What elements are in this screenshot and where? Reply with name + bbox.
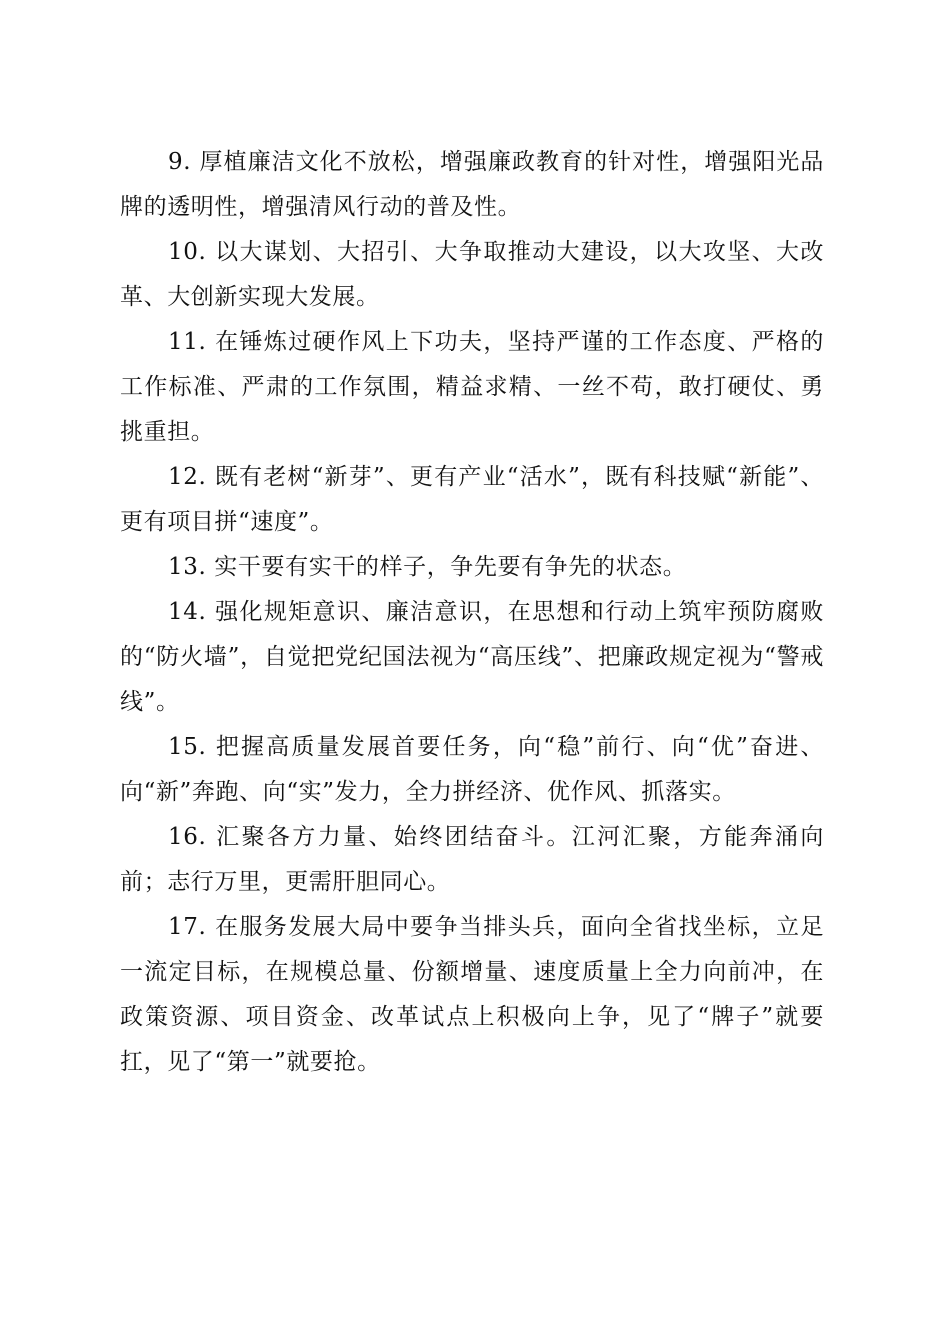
paragraph-item-16: 16. 汇聚各方力量、始终团结奋斗。江河汇聚，方能奔涌向前；志行万里，更需肝胆同心。 bbox=[120, 824, 824, 895]
paragraph-item-11: 11. 在锤炼过硬作风上下功夫，坚持严谨的工作态度、严格的工作标准、严肃的工作氛围，精益求精、一丝不苟，敢打硬仗、勇挑重担。 bbox=[120, 329, 824, 445]
paragraph-item-14: 14. 强化规矩意识、廉洁意识，在思想和行动上筑牢预防腐败的“防火墙”，自觉把党纪国法视为“高压线”、把廉政规定视为“警戒线”。 bbox=[120, 599, 824, 715]
paragraph-item-10: 10. 以大谋划、大招引、大争取推动大建设，以大攻坚、大改革、大创新实现大发展。 bbox=[120, 239, 824, 310]
paragraph-item-15: 15. 把握高质量发展首要任务，向“稳”前行、向“优”奋进、向“新”奔跑、向“实”发力，全力拼经济、优作风、抓落实。 bbox=[120, 734, 824, 805]
document-body bbox=[120, 140, 824, 1085]
paragraph-item-13: 13. 实干要有实干的样子，争先要有争先的状态。 bbox=[168, 554, 687, 580]
paragraph-item-17: 17. 在服务发展大局中要争当排头兵，面向全省找坐标，立足一流定目标，在规模总量、份额增量、速度质量上全力向前冲，在政策资源、项目资金、改革试点上积极向上争，见了“牌子”就要扛，见了“第一”就要抢。 bbox=[120, 914, 824, 1075]
paragraph-item-9: 9. 厚植廉洁文化不放松，增强廉政教育的针对性，增强阳光品牌的透明性，增强清风行动的普及性。 bbox=[120, 149, 824, 220]
paragraph-item-12: 12. 既有老树“新芽”、更有产业“活水”，既有科技赋“新能”、更有项目拼“速度”。 bbox=[120, 464, 824, 535]
